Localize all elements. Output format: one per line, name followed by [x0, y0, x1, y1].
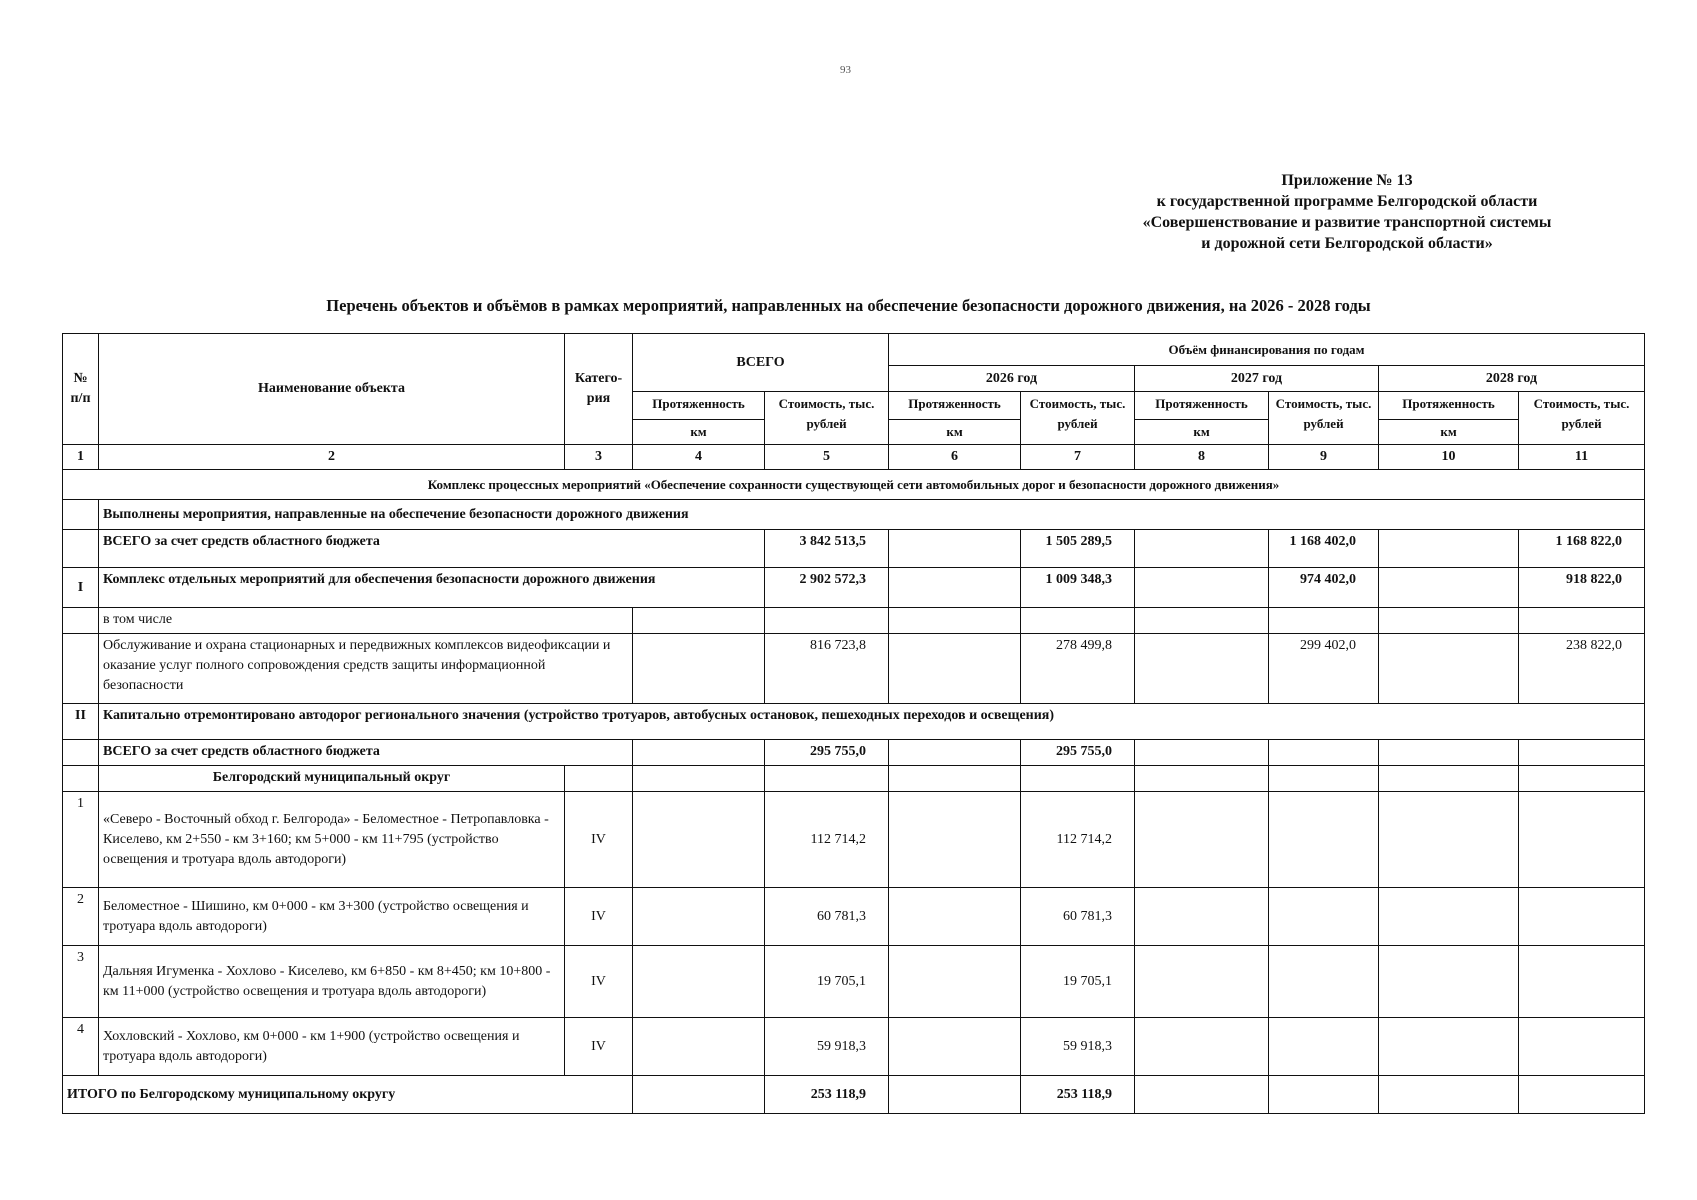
table-row	[63, 740, 1645, 766]
object-category: IV	[565, 888, 633, 946]
appendix-line-3: «Совершенствование и развитие транспортной системы	[1142, 214, 1552, 231]
table-row	[63, 530, 1645, 568]
row-num: I	[63, 568, 99, 608]
header-year-2028: 2028 год	[1379, 366, 1645, 392]
total-cell: 112 714,2	[765, 792, 889, 888]
section2-label: Капитально отремонтировано автодорог регионального значения (устройство тротуаров, автобусных остановок, пешеходных переходов и освещения)	[99, 704, 1645, 740]
object-name: Хохловский - Хохлово, км 0+000 - км 1+900 (устройство освещения и тротуара вдоль автодороги)	[99, 1018, 565, 1076]
colnum: 8	[1135, 445, 1269, 470]
column-numbers-row	[63, 445, 1645, 470]
header-funding: Объём финансирования по годам	[889, 334, 1645, 366]
header-name: Наименование объекта	[99, 334, 565, 445]
total-row2-label: ВСЕГО за счет средств областного бюджета	[99, 740, 633, 766]
table-row	[63, 634, 1645, 704]
service-row-label: Обслуживание и охрана стационарных и передвижных комплексов видеофиксации и оказание услуг полного сопровождения средств защиты информационной безопасности	[99, 634, 633, 704]
colnum: 3	[565, 445, 633, 470]
page-number: 93	[840, 64, 851, 76]
object-category: IV	[565, 946, 633, 1018]
funding-table	[62, 333, 1645, 1114]
total-cell: 295 755,0	[765, 740, 889, 766]
row-num: 4	[63, 1018, 99, 1076]
header-km: км	[633, 420, 765, 445]
row-num: 1	[63, 792, 99, 888]
cost-2026-cell: 19 705,1	[1021, 946, 1135, 1018]
header-km: км	[889, 420, 1021, 445]
object-name: Дальняя Игуменка - Хохлово - Киселево, км 6+850 - км 8+450; км 10+800 - км 11+000 (устройство освещения и тротуара вдоль автодороги)	[99, 946, 565, 1018]
table-row	[63, 1018, 1645, 1076]
object-category: IV	[565, 792, 633, 888]
cost-2026-cell: 1 505 289,5	[1021, 530, 1135, 568]
total-cell: 3 842 513,5	[765, 530, 889, 568]
total-cell: 19 705,1	[765, 946, 889, 1018]
appendix-line-4: и дорожной сети Белгородской области»	[1201, 235, 1493, 252]
header-year-2027: 2027 год	[1135, 366, 1379, 392]
total-cell: 2 902 572,3	[765, 568, 889, 608]
header-length: Протяженность	[1379, 392, 1519, 420]
cost-2026-cell: 60 781,3	[1021, 888, 1135, 946]
header-year-2026: 2026 год	[889, 366, 1135, 392]
header-category: Катего-рия	[565, 334, 633, 445]
table-row	[63, 792, 1645, 888]
cost-2026-cell: 253 118,9	[1021, 1076, 1135, 1114]
table-row	[63, 888, 1645, 946]
cost-2028-cell: 1 168 822,0	[1519, 530, 1645, 568]
header-km: км	[1379, 420, 1519, 445]
cost-2026-cell: 1 009 348,3	[1021, 568, 1135, 608]
cost-2027-cell: 974 402,0	[1269, 568, 1379, 608]
header-cost: Стоимость, тыс. рублей	[1519, 392, 1645, 445]
object-name: Беломестное - Шишино, км 0+000 - км 3+300 (устройство освещения и тротуара вдоль автодороги)	[99, 888, 565, 946]
cost-2028-cell: 238 822,0	[1519, 634, 1645, 704]
appendix-header	[1067, 170, 1627, 254]
total-cell: 253 118,9	[765, 1076, 889, 1114]
cost-2028-cell: 918 822,0	[1519, 568, 1645, 608]
district-total-label: ИТОГО по Белгородскому муниципальному округу	[63, 1076, 633, 1114]
row-num: 3	[63, 946, 99, 1018]
colnum: 4	[633, 445, 765, 470]
section-complex: Комплекс процессных мероприятий «Обеспечение сохранности существующей сети автомобильных дорог и безопасности дорожного движения»	[63, 470, 1645, 500]
colnum: 5	[765, 445, 889, 470]
header-km: км	[1135, 420, 1269, 445]
header-length: Протяженность	[889, 392, 1021, 420]
appendix-line-1: Приложение № 13	[1281, 172, 1413, 189]
total-row-label: ВСЕГО за счет средств областного бюджета	[99, 530, 765, 568]
section1-label: Комплекс отдельных мероприятий для обеспечения безопасности дорожного движения	[99, 568, 765, 608]
total-cell: 60 781,3	[765, 888, 889, 946]
document-title: Перечень объектов и объёмов в рамках мероприятий, направленных на обеспечение безопасности дорожного движения, на 2026 - 2028 годы	[326, 296, 1371, 315]
header-length: Протяженность	[633, 392, 765, 420]
cost-2027-cell: 1 168 402,0	[1269, 530, 1379, 568]
object-category: IV	[565, 1018, 633, 1076]
cost-2026-cell: 278 499,8	[1021, 634, 1135, 704]
including-label: в том числе	[99, 608, 633, 634]
colnum: 11	[1519, 445, 1645, 470]
table-row	[63, 1076, 1645, 1114]
header-total: ВСЕГО	[633, 334, 889, 392]
total-cell: 59 918,3	[765, 1018, 889, 1076]
colnum: 6	[889, 445, 1021, 470]
cost-2026-cell: 295 755,0	[1021, 740, 1135, 766]
row-num: II	[63, 704, 99, 740]
header-cost: Стоимость, тыс. рублей	[765, 392, 889, 445]
cost-2027-cell: 299 402,0	[1269, 634, 1379, 704]
colnum: 1	[63, 445, 99, 470]
colnum: 10	[1379, 445, 1519, 470]
district-name: Белгородский муниципальный округ	[99, 766, 565, 792]
header-num: № п/п	[63, 334, 99, 445]
row-num: 2	[63, 888, 99, 946]
colnum: 7	[1021, 445, 1135, 470]
header-cost: Стоимость, тыс. рублей	[1269, 392, 1379, 445]
total-cell: 816 723,8	[765, 634, 889, 704]
table-row	[63, 946, 1645, 1018]
done-row: Выполнены мероприятия, направленные на обеспечение безопасности дорожного движения	[99, 500, 1645, 530]
object-name: «Северо - Восточный обход г. Белгорода» - Беломестное - Петропавловка - Киселево, км 2+550 - км 3+160; км 5+000 - км 11+795 (устройство освещения и тротуара вдоль автодороги)	[99, 792, 565, 888]
colnum: 9	[1269, 445, 1379, 470]
header-cost: Стоимость, тыс. рублей	[1021, 392, 1135, 445]
appendix-line-2: к государственной программе Белгородской области	[1156, 193, 1538, 210]
table-row	[63, 568, 1645, 608]
header-length: Протяженность	[1135, 392, 1269, 420]
cost-2026-cell: 59 918,3	[1021, 1018, 1135, 1076]
cost-2026-cell: 112 714,2	[1021, 792, 1135, 888]
colnum: 2	[99, 445, 565, 470]
